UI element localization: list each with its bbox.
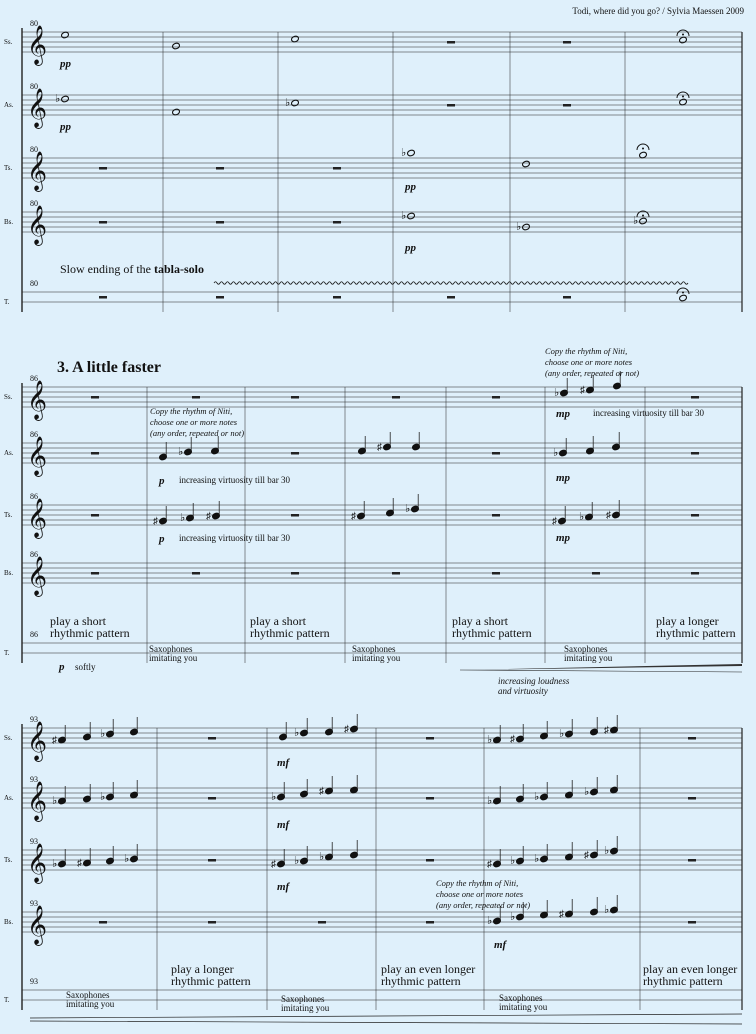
- tabla-cue: play a short: [250, 614, 306, 628]
- flat-sign: ♭: [55, 93, 61, 105]
- dynamic-hairpin: [30, 1014, 742, 1018]
- sax-cue: Saxophones: [352, 644, 396, 654]
- tabla-cue: rhythmic pattern: [250, 626, 330, 640]
- tabla-solo-instruction: Slow ending of the tabla-solo: [60, 262, 205, 276]
- copy-instruction: (any order, repeated or not): [436, 900, 531, 910]
- treble-clef: 𝄞: [27, 907, 48, 944]
- tabla-cue: rhythmic pattern: [656, 626, 736, 640]
- treble-clef: 𝄞: [27, 207, 48, 244]
- whole-note: [61, 31, 70, 39]
- tabla-cue: rhythmic pattern: [171, 974, 251, 988]
- sax-cue: imitating you: [499, 1002, 548, 1012]
- whole-rest: [563, 41, 571, 44]
- whole-rest: [688, 737, 696, 740]
- treble-clef: 𝄞: [27, 90, 48, 127]
- whole-rest: [691, 396, 699, 399]
- bar-number: 93: [30, 775, 38, 784]
- whole-rest: [492, 396, 500, 399]
- tabla-cue: play a longer: [656, 614, 719, 628]
- copy-instruction: Copy the rhythm of Niti,: [436, 878, 519, 888]
- sax-cue: imitating you: [352, 653, 401, 663]
- sax-cue: imitating you: [564, 653, 613, 663]
- whole-rest: [216, 296, 224, 299]
- flat-sign: ♭: [534, 791, 540, 803]
- flat-sign: ♭: [516, 221, 522, 233]
- whole-note: [679, 36, 688, 44]
- whole-rest: [208, 921, 216, 924]
- sharp-sign: ♯: [510, 734, 515, 745]
- instrument-label-T.: T.: [4, 996, 10, 1004]
- whole-rest: [492, 572, 500, 575]
- bar-number: 86: [30, 492, 38, 501]
- sharp-sign: ♯: [580, 385, 585, 396]
- sharp-sign: ♯: [604, 725, 609, 736]
- whole-rest: [333, 167, 341, 170]
- dynamic-pp: pp: [405, 242, 416, 254]
- tabla-cue: rhythmic pattern: [50, 626, 130, 640]
- whole-note: [639, 151, 648, 159]
- whole-rest: [99, 296, 107, 299]
- flat-sign: ♭: [579, 511, 585, 523]
- treble-clef: 𝄞: [27, 153, 48, 190]
- sax-cue: Saxophones: [66, 990, 110, 1000]
- whole-rest: [318, 921, 326, 924]
- copy-instruction: (any order, repeated or not): [150, 428, 245, 438]
- copy-instruction: choose one or more notes: [545, 357, 633, 367]
- sharp-sign: ♯: [153, 516, 158, 527]
- bar-number: 86: [30, 550, 38, 559]
- dynamic-p: p: [159, 475, 165, 487]
- softly-instruction: softly: [75, 662, 96, 672]
- instrument-label-As.: As.: [4, 794, 14, 802]
- sharp-sign: ♯: [584, 850, 589, 861]
- instrument-label-Ts.: Ts.: [4, 164, 13, 172]
- dynamic-mf: mf: [277, 819, 290, 831]
- flat-sign: ♭: [584, 786, 590, 798]
- copy-instruction: Copy the rhythm of Niti,: [150, 406, 233, 416]
- sharp-sign: ♯: [271, 859, 276, 870]
- sharp-sign: ♯: [606, 510, 611, 521]
- dynamic-hairpin: [30, 1021, 742, 1024]
- whole-rest: [426, 921, 434, 924]
- whole-rest: [208, 737, 216, 740]
- whole-rest: [91, 572, 99, 575]
- tabla-cue: play an even longer: [643, 962, 738, 976]
- sharp-sign: ♯: [319, 786, 324, 797]
- virtuosity-instruction: increasing virtuosity till bar 30: [179, 475, 290, 485]
- tabla-cue: play a short: [452, 614, 508, 628]
- whole-rest: [447, 41, 455, 44]
- whole-rest: [216, 221, 224, 224]
- sharp-sign: ♯: [487, 859, 492, 870]
- flat-sign: ♭: [52, 795, 58, 807]
- treble-clef: 𝄞: [27, 845, 48, 882]
- bar-number: 86: [30, 430, 38, 439]
- tabla-cue: rhythmic pattern: [381, 974, 461, 988]
- whole-rest: [392, 572, 400, 575]
- whole-rest: [291, 396, 299, 399]
- bar-number: 80: [30, 279, 38, 288]
- instrument-label-T.: T.: [4, 298, 10, 306]
- whole-rest: [447, 296, 455, 299]
- whole-rest: [291, 452, 299, 455]
- fermata-dot: [682, 34, 684, 36]
- bar-number: 93: [30, 977, 38, 986]
- flat-sign: ♭: [405, 503, 411, 515]
- whole-note: [679, 98, 688, 106]
- sax-cue: imitating you: [149, 653, 198, 663]
- flat-sign: ♭: [294, 727, 300, 739]
- flat-sign: ♭: [559, 728, 565, 740]
- treble-clef: 𝄞: [27, 382, 48, 419]
- whole-rest: [333, 221, 341, 224]
- whole-rest: [563, 104, 571, 107]
- dynamic-mf: mf: [277, 881, 290, 893]
- instrument-label-Ss.: Ss.: [4, 38, 13, 46]
- instrument-label-T.: T.: [4, 649, 10, 657]
- whole-rest: [192, 396, 200, 399]
- dynamic-mf: mf: [277, 757, 290, 769]
- dynamic-pp: pp: [60, 121, 71, 133]
- whole-rest: [208, 859, 216, 862]
- flat-sign: ♭: [554, 387, 560, 399]
- whole-note: [407, 212, 416, 220]
- whole-rest: [91, 396, 99, 399]
- whole-rest: [426, 859, 434, 862]
- sharp-sign: ♯: [206, 511, 211, 522]
- flat-sign: ♭: [487, 915, 493, 927]
- tempo-marking: 3. A little faster: [57, 359, 161, 376]
- whole-note: [679, 294, 688, 302]
- whole-rest: [291, 514, 299, 517]
- flat-sign: ♭: [510, 855, 516, 867]
- bar-number: 80: [30, 145, 38, 154]
- sax-cue: Saxophones: [499, 993, 543, 1003]
- instrument-label-Bs.: Bs.: [4, 218, 14, 226]
- flat-sign: ♭: [401, 210, 407, 222]
- whole-note: [172, 42, 181, 50]
- whole-rest: [208, 797, 216, 800]
- instrument-label-Bs.: Bs.: [4, 918, 14, 926]
- flat-sign: ♭: [271, 791, 277, 803]
- bar-number: 86: [30, 630, 38, 639]
- treble-clef: 𝄞: [27, 558, 48, 595]
- tabla-cue: play an even longer: [381, 962, 476, 976]
- bar-number: 80: [30, 199, 38, 208]
- flat-sign: ♭: [294, 855, 300, 867]
- flat-sign: ♭: [124, 853, 130, 865]
- flat-sign: ♭: [52, 858, 58, 870]
- treble-clef: 𝄞: [27, 438, 48, 475]
- flat-sign: ♭: [285, 97, 291, 109]
- sharp-sign: ♯: [351, 511, 356, 522]
- flat-sign: ♭: [604, 904, 610, 916]
- whole-rest: [563, 296, 571, 299]
- instrument-label-Ss.: Ss.: [4, 393, 13, 401]
- treble-clef: 𝄞: [27, 27, 48, 64]
- trill-line: [214, 282, 688, 285]
- fermata-dot: [642, 215, 644, 217]
- dynamic-p: p: [59, 661, 65, 673]
- whole-rest: [688, 797, 696, 800]
- copy-instruction: choose one or more notes: [150, 417, 238, 427]
- whole-note: [291, 99, 300, 107]
- copy-instruction: (any order, repeated or not): [545, 368, 640, 378]
- sharp-sign: ♯: [344, 724, 349, 735]
- whole-note: [291, 35, 300, 43]
- flat-sign: ♭: [633, 215, 639, 227]
- whole-rest: [291, 572, 299, 575]
- whole-rest: [688, 859, 696, 862]
- fermata-dot: [642, 148, 644, 150]
- flat-sign: ♭: [487, 734, 493, 746]
- flat-sign: ♭: [178, 446, 184, 458]
- whole-rest: [426, 737, 434, 740]
- tabla-cue: play a longer: [171, 962, 234, 976]
- flat-sign: ♭: [534, 853, 540, 865]
- loudness-instruction: increasing loudness: [498, 676, 570, 686]
- whole-rest: [192, 572, 200, 575]
- instrument-label-Ss.: Ss.: [4, 734, 13, 742]
- flat-sign: ♭: [100, 791, 106, 803]
- crescendo-hairpin: [460, 670, 742, 672]
- bar-number: 93: [30, 715, 38, 724]
- sharp-sign: ♯: [377, 442, 382, 453]
- whole-rest: [447, 104, 455, 107]
- flat-sign: ♭: [180, 512, 186, 524]
- whole-note: [407, 149, 416, 157]
- whole-rest: [216, 167, 224, 170]
- whole-note: [172, 108, 181, 116]
- whole-rest: [99, 167, 107, 170]
- flat-sign: ♭: [604, 845, 610, 857]
- treble-clef: 𝄞: [27, 723, 48, 760]
- bar-number: 86: [30, 374, 38, 383]
- dynamic-mp: mp: [556, 408, 571, 420]
- bar-number: 80: [30, 19, 38, 28]
- whole-rest: [333, 296, 341, 299]
- treble-clef: 𝄞: [27, 500, 48, 537]
- whole-rest: [492, 452, 500, 455]
- fermata-dot: [682, 96, 684, 98]
- copy-instruction: choose one or more notes: [436, 889, 524, 899]
- tabla-cue: play a short: [50, 614, 106, 628]
- whole-rest: [91, 452, 99, 455]
- dynamic-mp: mp: [556, 532, 571, 544]
- fermata-dot: [682, 292, 684, 294]
- sax-cue: Saxophones: [281, 994, 325, 1004]
- virtuosity-instruction: increasing virtuosity till bar 30: [593, 408, 704, 418]
- sharp-sign: ♯: [52, 735, 57, 746]
- whole-rest: [99, 221, 107, 224]
- flat-sign: ♭: [401, 147, 407, 159]
- whole-rest: [691, 452, 699, 455]
- dynamic-p: p: [159, 533, 165, 545]
- sharp-sign: ♯: [559, 909, 564, 920]
- whole-note: [639, 217, 648, 225]
- sax-cue: imitating you: [281, 1003, 330, 1013]
- flat-sign: ♭: [487, 795, 493, 807]
- instrument-label-As.: As.: [4, 449, 14, 457]
- whole-rest: [91, 514, 99, 517]
- whole-rest: [426, 797, 434, 800]
- sharp-sign: ♯: [552, 516, 557, 527]
- whole-rest: [392, 396, 400, 399]
- loudness-instruction: and virtuosity: [498, 686, 548, 696]
- flat-sign: ♭: [100, 728, 106, 740]
- whole-rest: [691, 572, 699, 575]
- dynamic-mp: mp: [556, 472, 571, 484]
- virtuosity-instruction: increasing virtuosity till bar 30: [179, 533, 290, 543]
- whole-rest: [688, 921, 696, 924]
- treble-clef: 𝄞: [27, 783, 48, 820]
- sax-cue: imitating you: [66, 999, 115, 1009]
- instrument-label-Bs.: Bs.: [4, 569, 14, 577]
- dynamic-pp: pp: [405, 181, 416, 193]
- instrument-label-Ts.: Ts.: [4, 856, 13, 864]
- flat-sign: ♭: [319, 851, 325, 863]
- sax-cue: Saxophones: [149, 644, 193, 654]
- whole-rest: [592, 572, 600, 575]
- whole-note: [61, 95, 70, 103]
- whole-rest: [492, 514, 500, 517]
- dynamic-pp: pp: [60, 58, 71, 70]
- instrument-label-As.: As.: [4, 101, 14, 109]
- bar-number: 80: [30, 82, 38, 91]
- whole-rest: [691, 514, 699, 517]
- sharp-sign: ♯: [77, 858, 82, 869]
- whole-note: [522, 160, 531, 168]
- bar-number: 93: [30, 899, 38, 908]
- copy-instruction: Copy the rhythm of Niti,: [545, 346, 628, 356]
- bar-number: 93: [30, 837, 38, 846]
- flat-sign: ♭: [510, 911, 516, 923]
- sax-cue: Saxophones: [564, 644, 608, 654]
- dynamic-mf: mf: [494, 939, 507, 951]
- crescendo-hairpin: [460, 664, 742, 670]
- tabla-cue: rhythmic pattern: [643, 974, 723, 988]
- whole-rest: [99, 921, 107, 924]
- score-header: Todi, where did you go? / Sylvia Maessen 2009: [572, 6, 744, 16]
- tabla-cue: rhythmic pattern: [452, 626, 532, 640]
- instrument-label-Ts.: Ts.: [4, 511, 13, 519]
- flat-sign: ♭: [553, 447, 559, 459]
